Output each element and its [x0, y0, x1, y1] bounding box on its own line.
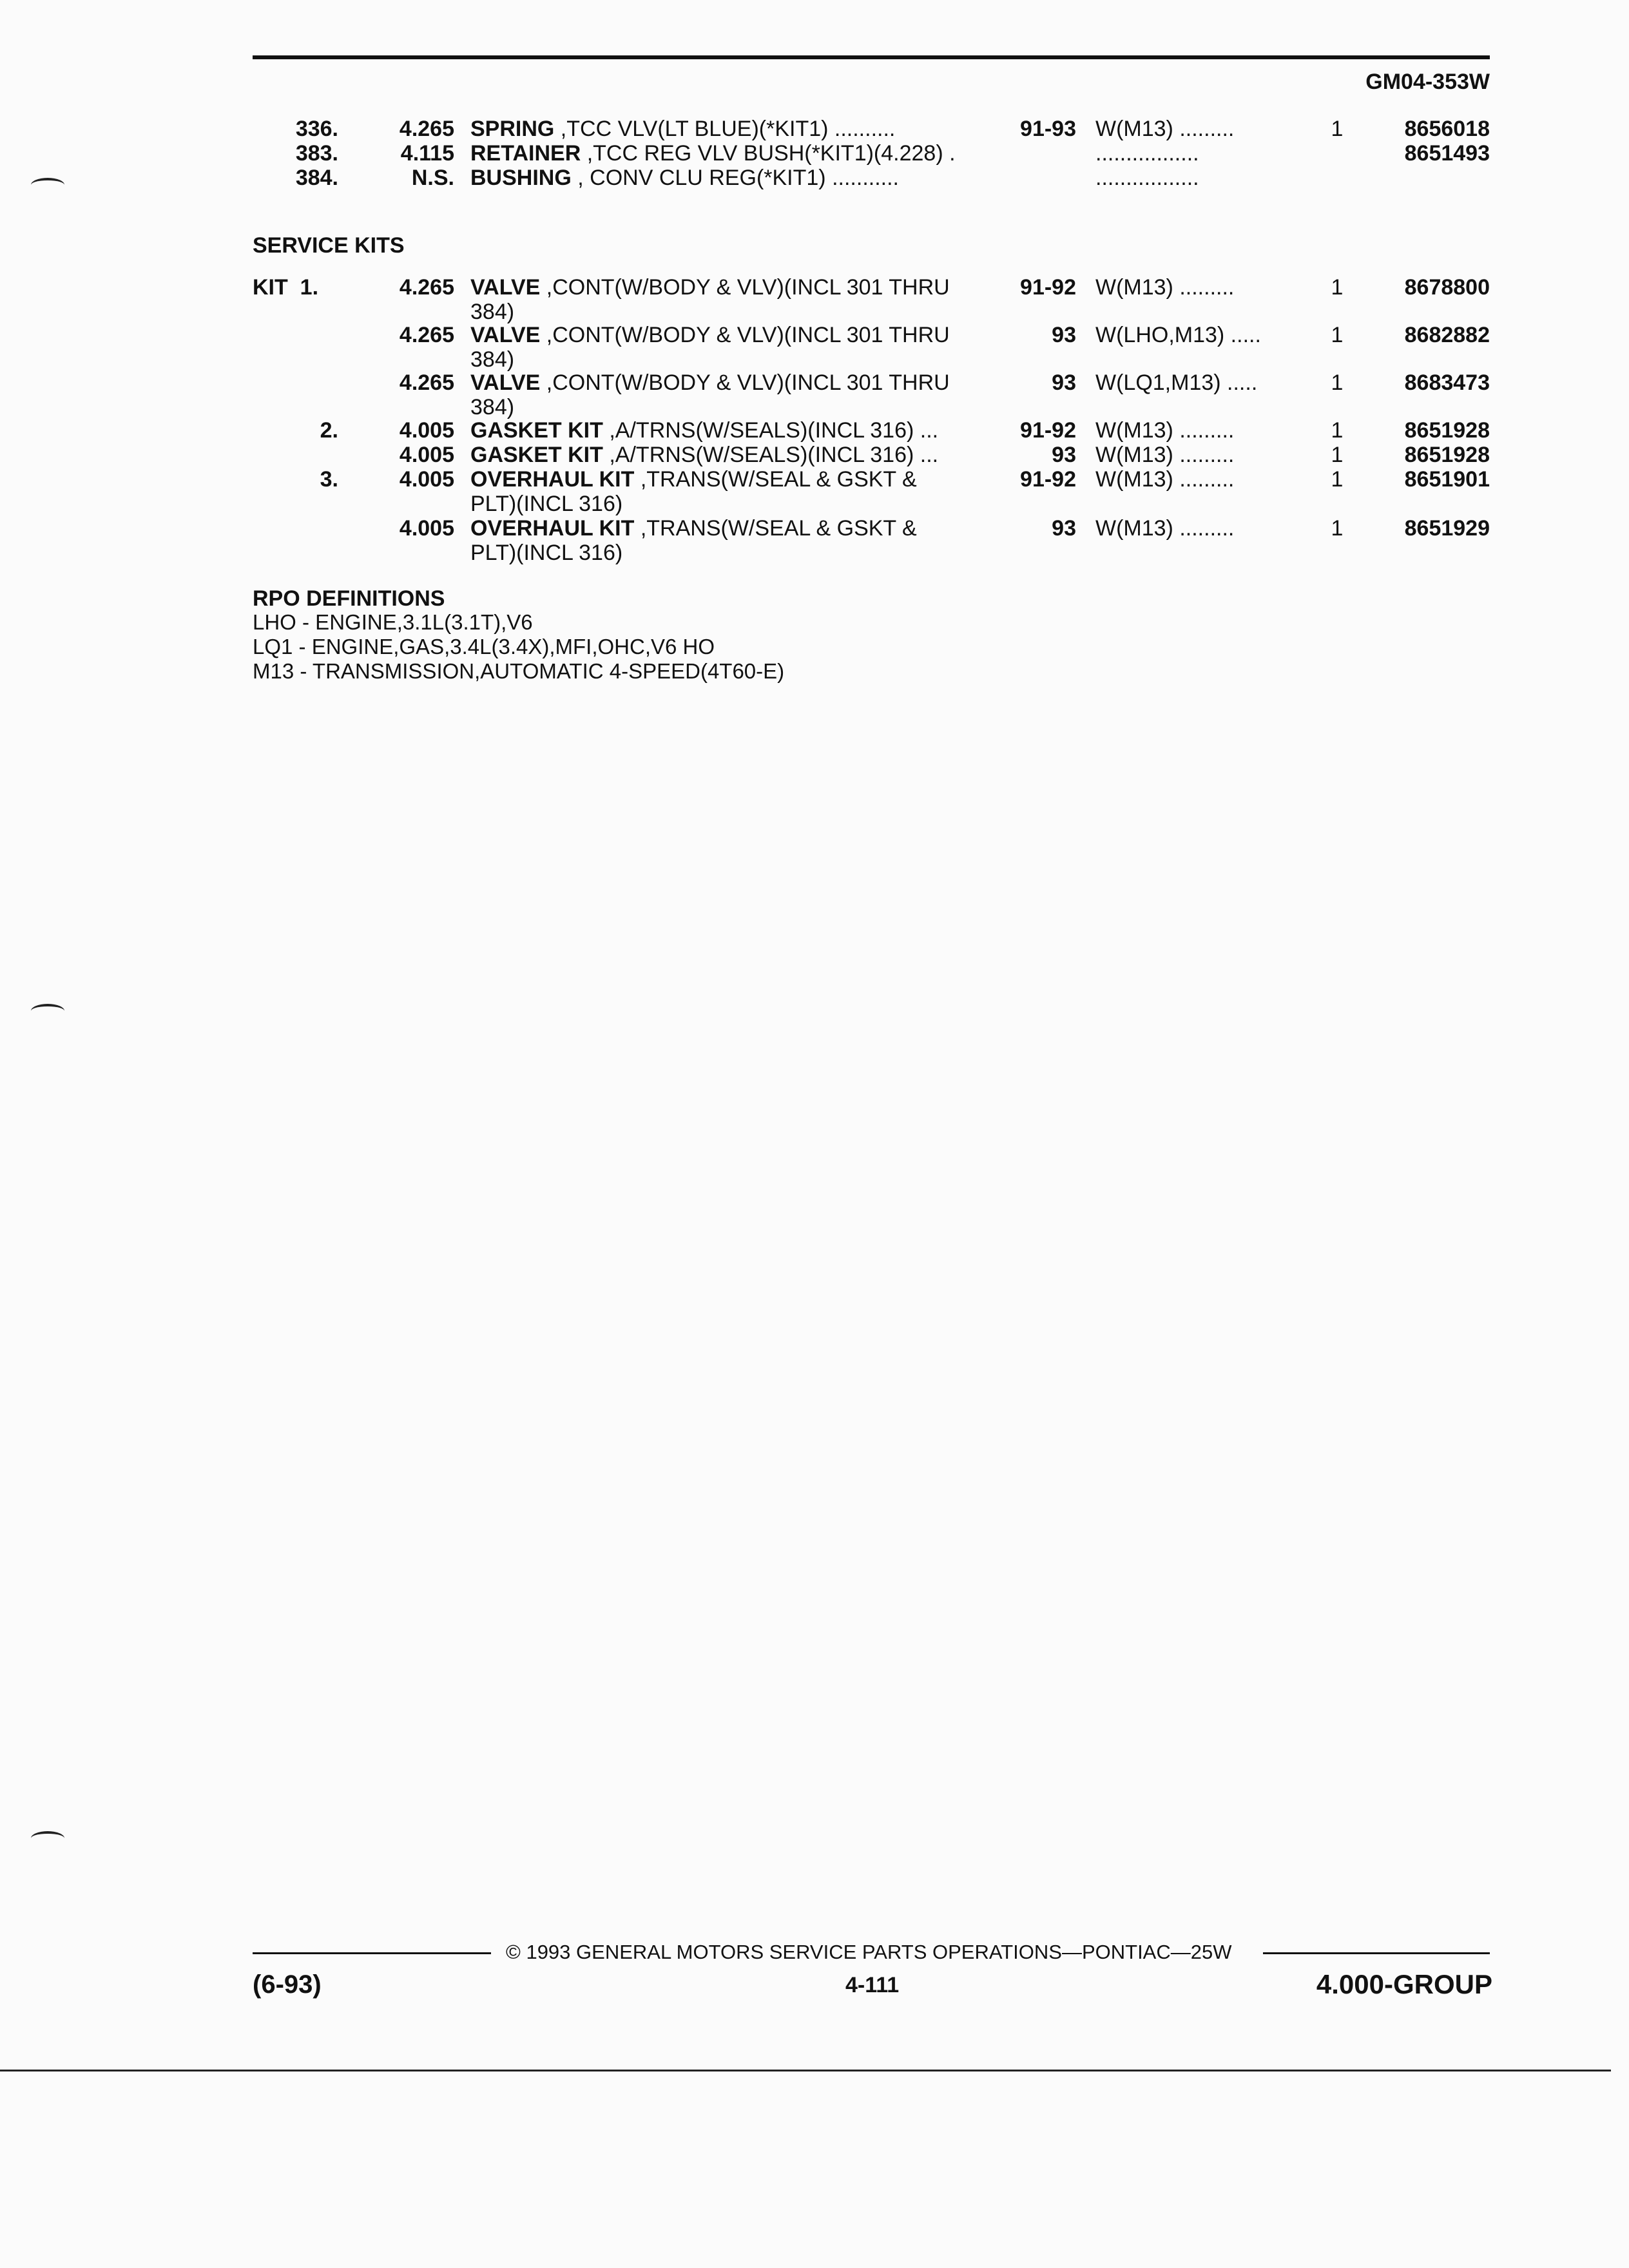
leader-dots: .	[943, 141, 956, 166]
part-number: 8651493	[1404, 141, 1490, 166]
rpo-definition: LHO - ENGINE,3.1L(3.1T),V6	[253, 610, 533, 634]
part-number: 8651929	[1404, 516, 1490, 541]
kit-row	[0, 515, 1629, 541]
part-number: 8678800	[1404, 275, 1490, 300]
application	[1095, 322, 1308, 348]
margin-mark	[31, 178, 64, 192]
part-name: VALVE	[470, 275, 541, 300]
quantity: 1	[1331, 117, 1344, 141]
description	[470, 322, 986, 348]
quantity: 1	[1331, 467, 1344, 492]
leader-dots: .........	[1173, 516, 1235, 541]
part-desc: ,A/TRNS(W/SEALS)(INCL 316) ...	[602, 443, 939, 467]
quantity: 1	[1331, 275, 1344, 300]
part-desc: ,CONT(W/BODY & VLV)(INCL 301 THRU	[540, 370, 950, 395]
application	[1095, 370, 1308, 396]
description	[470, 370, 986, 396]
rpo-definition: LQ1 - ENGINE,GAS,3.4L(3.4X),MFI,OHC,V6 HO	[253, 635, 715, 658]
part-name: VALVE	[470, 370, 541, 395]
part-desc: ,CONT(W/BODY & VLV)(INCL 301 THRU	[540, 275, 950, 300]
part-desc: ,TCC REG VLV BUSH(*KIT1)(4.228)	[581, 141, 943, 166]
application	[1095, 515, 1308, 541]
part-name: GASKET KIT	[470, 418, 603, 443]
years: 93	[1052, 516, 1076, 541]
part-desc: ,TCC VLV(LT BLUE)(*KIT1)	[554, 117, 829, 141]
part-name: RETAINER	[470, 141, 581, 166]
part-name: GASKET KIT	[470, 443, 603, 467]
kit-row	[0, 274, 1629, 300]
quantity: 1	[1331, 516, 1344, 541]
group-number: 4.005	[399, 443, 454, 467]
years: 93	[1052, 370, 1076, 395]
group-number: N.S.	[411, 166, 454, 190]
kit-row	[0, 466, 1629, 492]
leader-dots: .........	[1173, 443, 1235, 467]
copyright-notice: © 1993 GENERAL MOTORS SERVICE PARTS OPERATIONS—PONTIAC—25W	[506, 1941, 1232, 1963]
years: 93	[1052, 323, 1076, 347]
group-number: 4.265	[399, 370, 454, 395]
years: 93	[1052, 443, 1076, 467]
part-desc: , CONV CLU REG(*KIT1)	[571, 166, 826, 190]
quantity: 1	[1331, 370, 1344, 395]
part-name: SPRING	[470, 117, 555, 141]
application	[1095, 466, 1308, 492]
description-continued: 384)	[470, 347, 515, 372]
kit-number: 2.	[320, 418, 338, 443]
description-continued: PLT)(INCL 316)	[470, 492, 623, 516]
leader-dots: .....	[1220, 370, 1258, 395]
margin-mark	[31, 1004, 64, 1018]
description	[470, 116, 986, 142]
description-continued: 384)	[470, 395, 515, 419]
part-row	[0, 165, 1629, 191]
app-code: W(M13)	[1095, 418, 1173, 443]
part-desc: ,TRANS(W/SEAL & GSKT &	[634, 516, 917, 541]
leader-dots: .....	[1224, 323, 1261, 347]
footer-rule-left	[253, 1952, 491, 1954]
catalog-code: GM04-353W	[1365, 70, 1490, 94]
description	[470, 442, 986, 468]
application	[1095, 274, 1308, 300]
part-name: OVERHAUL KIT	[470, 467, 635, 492]
ref-number: 384.	[295, 166, 338, 190]
group-number: 4.005	[399, 467, 454, 492]
scan-edge-line	[0, 2070, 1611, 2071]
group-number: 4.265	[399, 275, 454, 300]
part-name: OVERHAUL KIT	[470, 516, 635, 541]
leader-dots: .................	[1095, 166, 1199, 190]
description	[470, 165, 986, 191]
description	[470, 515, 986, 541]
ref-number: 383.	[295, 141, 338, 166]
part-desc: ,CONT(W/BODY & VLV)(INCL 301 THRU	[540, 323, 950, 347]
years: 91-92	[1020, 418, 1076, 443]
quantity: 1	[1331, 443, 1344, 467]
group-number: 4.115	[400, 141, 454, 166]
leader-dots: ..........	[828, 117, 896, 141]
kit-row	[0, 442, 1629, 468]
leader-dots: .........	[1173, 418, 1235, 443]
leader-dots: .........	[1173, 275, 1235, 300]
kit-number: 3.	[320, 467, 338, 492]
part-desc: ,TRANS(W/SEAL & GSKT &	[634, 467, 917, 492]
application	[1095, 140, 1308, 166]
group-label: 4.000-GROUP	[1316, 1969, 1492, 1999]
group-number: 4.265	[399, 323, 454, 347]
kit-row	[0, 322, 1629, 348]
description-continued: PLT)(INCL 316)	[470, 541, 623, 565]
leader-dots: ...........	[825, 166, 899, 190]
part-number: 8651901	[1404, 467, 1490, 492]
top-rule	[253, 55, 1490, 59]
description-continued: 384)	[470, 300, 515, 324]
part-number: 8682882	[1404, 323, 1490, 347]
application	[1095, 165, 1308, 191]
group-number: 4.265	[399, 117, 454, 141]
kit-number: KIT 1.	[253, 275, 319, 300]
margin-mark	[31, 1831, 64, 1845]
leader-dots: .................	[1095, 141, 1199, 166]
quantity: 1	[1331, 323, 1344, 347]
rpo-definition: M13 - TRANSMISSION,AUTOMATIC 4-SPEED(4T60-E)	[253, 659, 785, 683]
years: 91-93	[1020, 117, 1076, 141]
description	[470, 466, 986, 492]
footer-rule-right	[1263, 1952, 1490, 1954]
kit-row	[0, 418, 1629, 443]
description	[470, 418, 986, 443]
app-code: W(LHO,M13)	[1095, 323, 1225, 347]
service-kits-heading: SERVICE KITS	[253, 233, 405, 258]
app-code: W(M13)	[1095, 443, 1173, 467]
group-number: 4.005	[399, 418, 454, 443]
app-code: W(M13)	[1095, 117, 1173, 141]
application	[1095, 418, 1308, 443]
app-code: W(M13)	[1095, 275, 1173, 300]
rpo-heading: RPO DEFINITIONS	[253, 586, 445, 611]
leader-dots: .........	[1173, 117, 1235, 141]
part-number: 8651928	[1404, 418, 1490, 443]
description	[470, 274, 986, 300]
application	[1095, 116, 1308, 142]
part-desc: ,A/TRNS(W/SEALS)(INCL 316) ...	[602, 418, 939, 443]
part-name: BUSHING	[470, 166, 572, 190]
part-number: 8683473	[1404, 370, 1490, 395]
years: 91-92	[1020, 275, 1076, 300]
part-row	[0, 140, 1629, 166]
description	[470, 140, 986, 166]
kit-row	[0, 370, 1629, 396]
page-number: 4-111	[845, 1973, 900, 1997]
application	[1095, 442, 1308, 468]
app-code: W(LQ1,M13)	[1095, 370, 1221, 395]
part-name: VALVE	[470, 323, 541, 347]
leader-dots: .........	[1173, 467, 1235, 492]
ref-number: 336.	[295, 117, 338, 141]
part-row	[0, 116, 1629, 142]
part-number: 8651928	[1404, 443, 1490, 467]
group-number: 4.005	[399, 516, 454, 541]
quantity: 1	[1331, 418, 1344, 443]
app-code: W(M13)	[1095, 467, 1173, 492]
app-code: W(M13)	[1095, 516, 1173, 541]
revision-date: (6-93)	[253, 1970, 322, 1999]
part-number: 8656018	[1404, 117, 1490, 141]
years: 91-92	[1020, 467, 1076, 492]
